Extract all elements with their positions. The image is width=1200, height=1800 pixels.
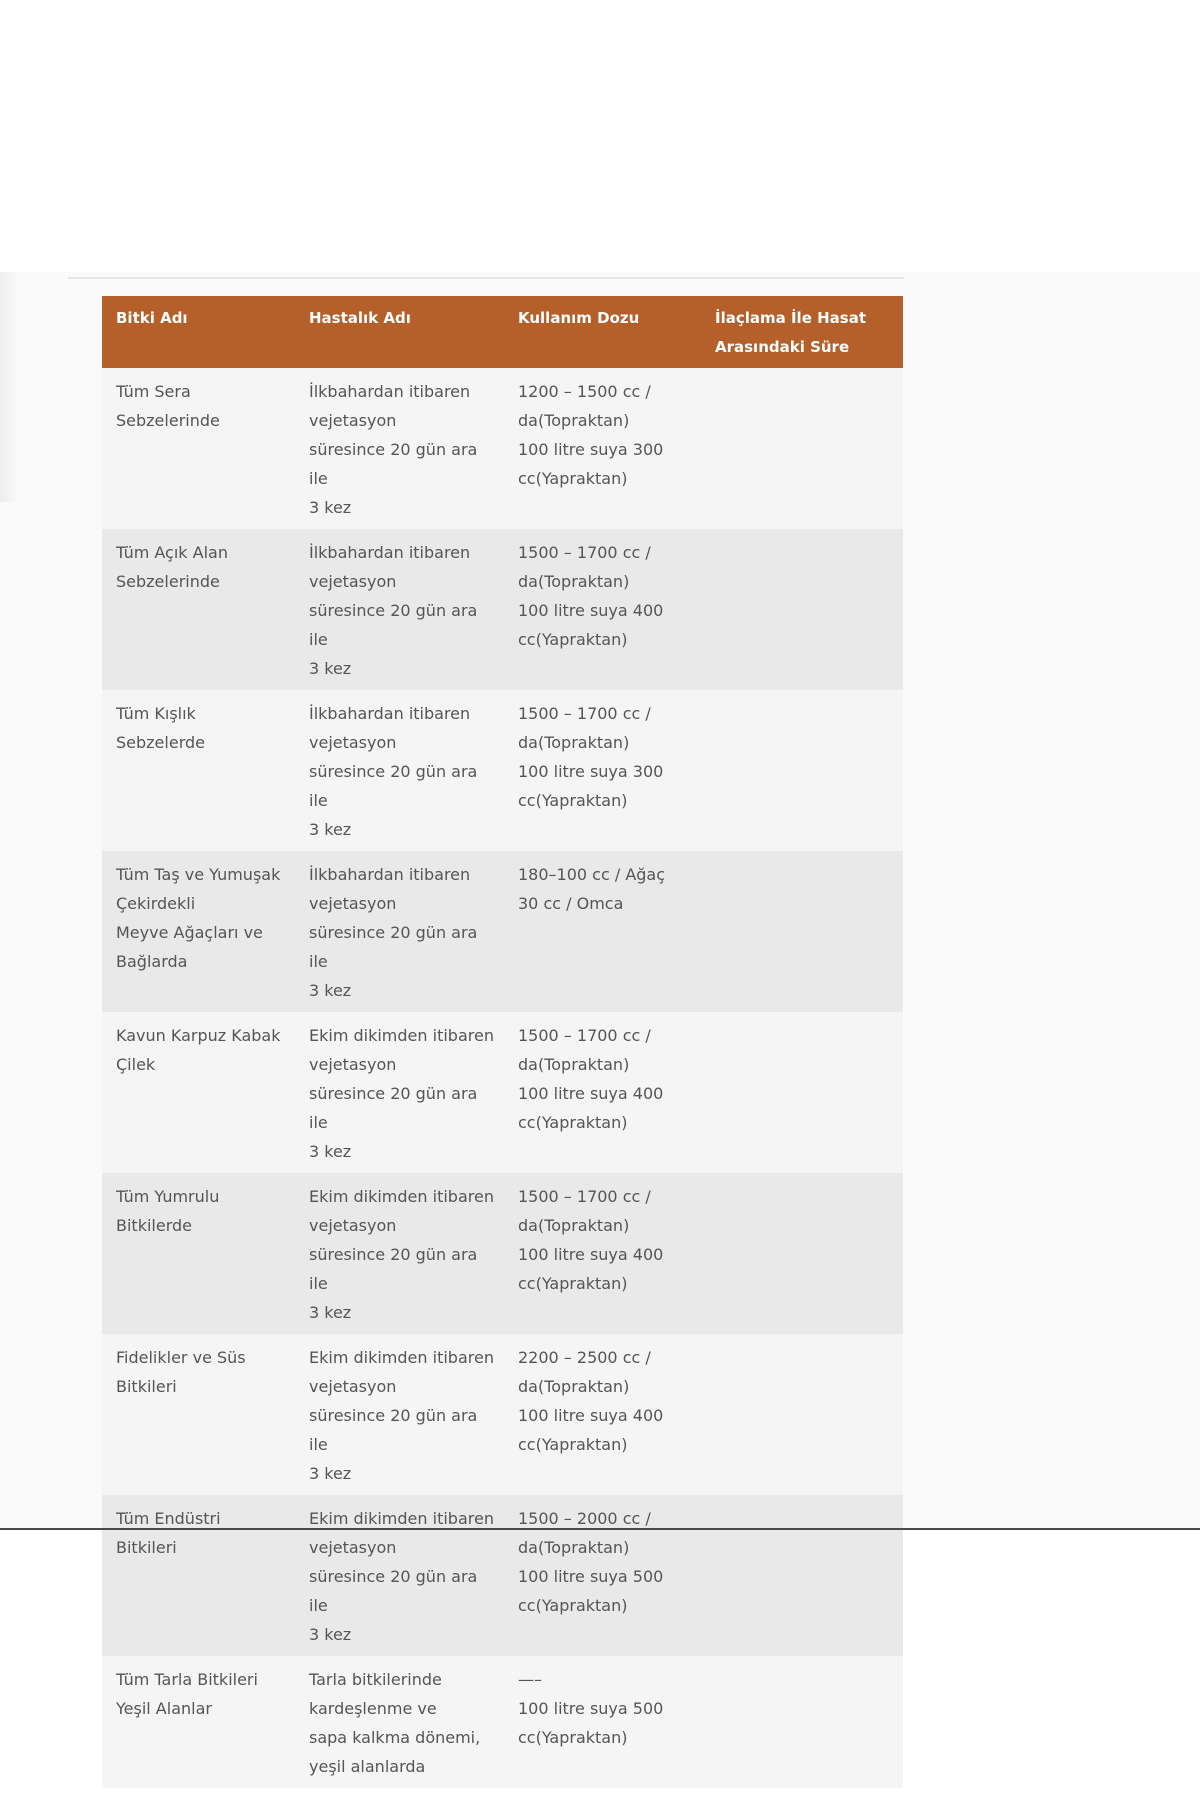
cell-plant-name-text: Tüm Tarla Bitkileri Yeşil Alanlar [116,1670,258,1718]
cell-disease-name-text: Tarla bitkilerinde kardeşlenme ve sapa kalkma dönemi, yeşil alanlarda [309,1670,481,1776]
cell-disease-name [295,1334,504,1495]
cell-disease-name-text: Ekim dikimden itibaren vejetasyon süresince 20 gün ara ile 3 kez [309,1348,494,1483]
cell-plant-name-text: Tüm Kışlık Sebzelerde [116,704,205,752]
cell-disease-name [295,1173,504,1334]
left-edge-shadow [0,272,18,502]
cell-usage-dose-text: 1500 – 1700 cc / da(Topraktan) 100 litre suya 400 cc(Yapraktan) [518,543,664,649]
cell-harvest-interval [701,529,903,690]
dosage-table [102,296,903,1788]
cell-disease-name [295,1656,504,1788]
cell-usage-dose-text: 1500 – 1700 cc / da(Topraktan) 100 litre suya 400 cc(Yapraktan) [518,1187,664,1293]
table-row [102,1012,903,1173]
cell-disease-name-text: Ekim dikimden itibaren vejetasyon süresince 20 gün ara ile 3 kez [309,1509,494,1644]
cell-harvest-interval [701,1334,903,1495]
cell-disease-name [295,690,504,851]
cell-plant-name [102,690,295,851]
cell-harvest-interval [701,1656,903,1788]
cell-harvest-interval [701,1495,903,1656]
cell-usage-dose-text: 2200 – 2500 cc / da(Topraktan) 100 litre suya 400 cc(Yapraktan) [518,1348,664,1454]
cell-harvest-interval [701,1012,903,1173]
table-row [102,690,903,851]
table-row [102,851,903,1012]
cell-plant-name-text: Tüm Endüstri Bitkileri [116,1509,221,1557]
table-row [102,1173,903,1334]
cell-disease-name-text: İlkbahardan itibaren vejetasyon süresince 20 gün ara ile 3 kez [309,382,478,517]
cell-usage-dose [504,529,701,690]
cell-plant-name [102,851,295,1012]
cell-usage-dose [504,1012,701,1173]
cell-disease-name-text: İlkbahardan itibaren vejetasyon süresince 20 gün ara ile 3 kez [309,704,478,839]
cell-plant-name [102,1173,295,1334]
cell-plant-name [102,529,295,690]
header-harvest-interval: İlaçlama İle Hasat Arasındaki Süre [701,296,903,368]
cell-plant-name-text: Kavun Karpuz Kabak Çilek [116,1026,281,1074]
cell-plant-name-text: Tüm Açık Alan Sebzelerinde [116,543,228,591]
cell-plant-name [102,1334,295,1495]
cell-harvest-interval [701,368,903,529]
cell-usage-dose [504,690,701,851]
cell-disease-name-text: İlkbahardan itibaren vejetasyon süresince 20 gün ara ile 3 kez [309,865,478,1000]
cell-plant-name-text: Tüm Yumrulu Bitkilerde [116,1187,220,1235]
cell-disease-name [295,529,504,690]
cell-plant-name [102,1656,295,1788]
cell-harvest-interval [701,1173,903,1334]
cell-disease-name-text: Ekim dikimden itibaren vejetasyon süresince 20 gün ara ile 3 kez [309,1026,494,1161]
cell-usage-dose [504,1334,701,1495]
cell-usage-dose-text: 180–100 cc / Ağaç 30 cc / Omca [518,865,666,913]
cell-harvest-interval [701,690,903,851]
top-divider [68,277,904,279]
cell-usage-dose [504,368,701,529]
cell-plant-name [102,1012,295,1173]
table-header-row [102,296,903,368]
cell-disease-name-text: Ekim dikimden itibaren vejetasyon süresince 20 gün ara ile 3 kez [309,1187,494,1322]
cell-usage-dose-text: 1500 – 2000 cc / da(Topraktan) 100 litre suya 500 cc(Yapraktan) [518,1509,664,1615]
cell-usage-dose-text: 1500 – 1700 cc / da(Topraktan) 100 litre suya 400 cc(Yapraktan) [518,1026,664,1132]
cell-disease-name [295,1012,504,1173]
header-plant-name: Bitki Adı [102,296,295,368]
table-row [102,1656,903,1788]
cell-usage-dose-text: 1500 – 1700 cc / da(Topraktan) 100 litre suya 300 cc(Yapraktan) [518,704,664,810]
cell-harvest-interval [701,851,903,1012]
cell-usage-dose [504,1495,701,1656]
cell-disease-name [295,1495,504,1656]
cell-plant-name-text: Tüm Sera Sebzelerinde [116,382,220,430]
cell-plant-name [102,1495,295,1656]
table-row [102,368,903,529]
cell-plant-name-text: Tüm Taş ve Yumuşak Çekirdekli Meyve Ağaçları ve Bağlarda [116,865,281,971]
header-usage-dose: Kullanım Dozu [504,296,701,368]
cell-plant-name-text: Fidelikler ve Süs Bitkileri [116,1348,246,1396]
cell-usage-dose [504,1173,701,1334]
cell-usage-dose [504,851,701,1012]
cell-disease-name [295,851,504,1012]
cell-disease-name-text: İlkbahardan itibaren vejetasyon süresince 20 gün ara ile 3 kez [309,543,478,678]
header-disease-name: Hastalık Adı [295,296,504,368]
table-row [102,529,903,690]
cell-disease-name [295,368,504,529]
cell-usage-dose-text: 1200 – 1500 cc / da(Topraktan) 100 litre suya 300 cc(Yapraktan) [518,382,664,488]
bottom-divider [0,1528,1200,1530]
table-row [102,1495,903,1656]
cell-usage-dose-text: —– 100 litre suya 500 cc(Yapraktan) [518,1670,664,1747]
table-row [102,1334,903,1495]
cell-plant-name [102,368,295,529]
cell-usage-dose [504,1656,701,1788]
